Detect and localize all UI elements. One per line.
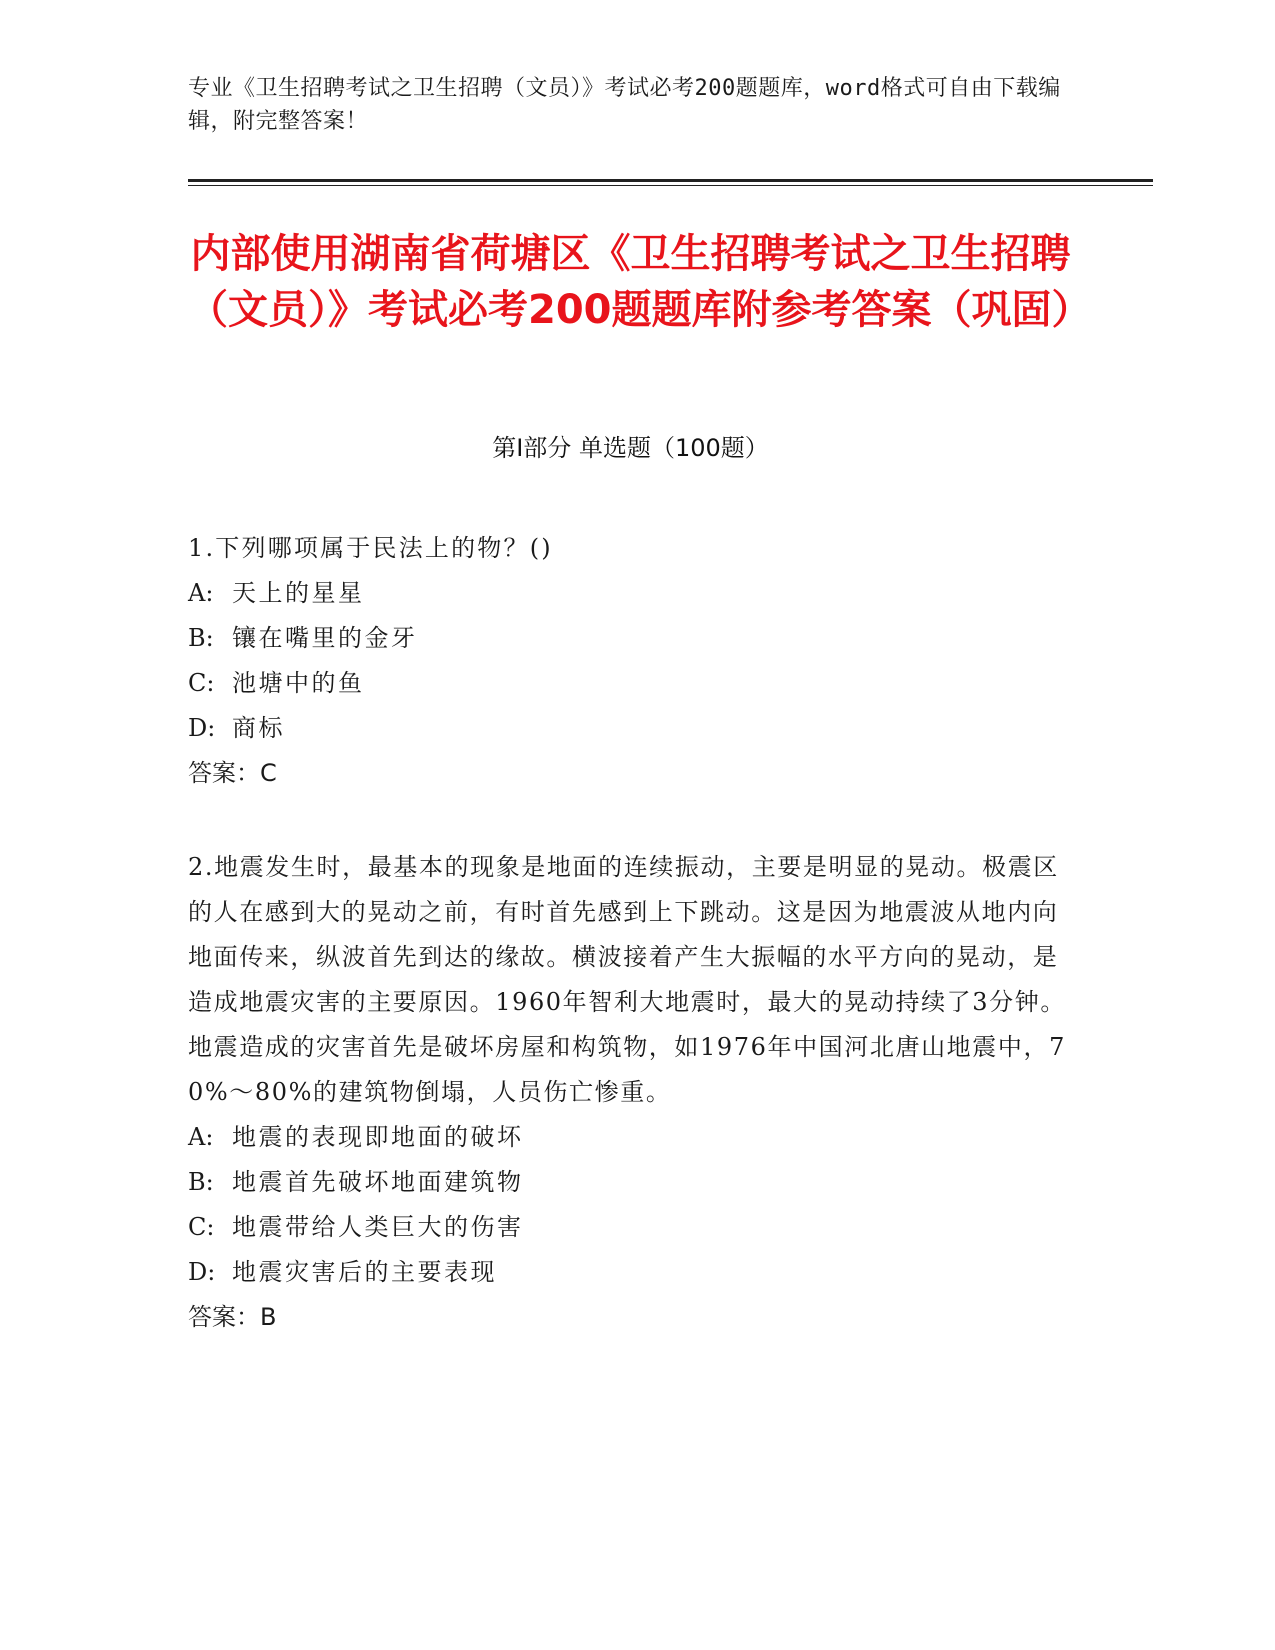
- question-text: 2.地震发生时，最基本的现象是地面的连续振动，主要是明显的晃动。极震区的人在感到大的晃动之前，有时首先感到上下跳动。这是因为地震波从地内向地面传来，纵波首先到达的缘故。横波接着产生大振幅的水平方向的晃动，是造成地震灾害的主要原因。1960年智利大地震时，最大的晃动持续了3分钟。地震造成的灾害首先是破坏房屋和构筑物，如1976年中国河北唐山地震中，70%～80%的建筑物倒塌，人员伤亡惨重。: [188, 853, 1066, 1106]
- section-heading: 第Ⅰ部分 单选题（100题）: [492, 434, 769, 462]
- option-d: [188, 1250, 1073, 1295]
- option-key: D:: [188, 714, 216, 742]
- option-b: [188, 1160, 1073, 1205]
- option-c: [188, 1205, 1073, 1250]
- option-key: B:: [188, 624, 214, 652]
- question-text: 1.下列哪项属于民法上的物？(): [188, 534, 553, 562]
- option-text: 天上的星星: [232, 579, 365, 607]
- option-key: C:: [188, 1213, 215, 1241]
- option-b: [188, 616, 1073, 661]
- option-text: 地震的表现即地面的破坏: [232, 1123, 524, 1151]
- header-rule-thick: [188, 179, 1153, 182]
- header-note: 专业《卫生招聘考试之卫生招聘（文员）》考试必考200题题库，word格式可自由下载编辑，附完整答案！: [188, 76, 1061, 134]
- document-title: 内部使用湖南省荷塘区《卫生招聘考试之卫生招聘（文员）》考试必考200题题库附参考答案（巩固）: [188, 231, 1092, 333]
- option-key: B:: [188, 1168, 214, 1196]
- question-1: [188, 526, 1073, 796]
- option-key: A:: [188, 579, 214, 607]
- answer: 答案：C: [188, 759, 277, 787]
- header-rule-thin: [188, 185, 1153, 186]
- option-key: C:: [188, 669, 215, 697]
- option-c: [188, 661, 1073, 706]
- option-a: [188, 571, 1073, 616]
- option-key: A:: [188, 1123, 214, 1151]
- option-text: 镶在嘴里的金牙: [232, 624, 418, 652]
- option-a: [188, 1115, 1073, 1160]
- option-text: 商标: [232, 714, 285, 742]
- option-d: [188, 706, 1073, 751]
- option-text: 地震首先破坏地面建筑物: [232, 1168, 524, 1196]
- answer: 答案：B: [188, 1303, 277, 1331]
- option-text: 地震灾害后的主要表现: [232, 1258, 497, 1286]
- option-text: 地震带给人类巨大的伤害: [232, 1213, 524, 1241]
- question-2: [188, 845, 1073, 1340]
- option-key: D:: [188, 1258, 216, 1286]
- option-text: 池塘中的鱼: [232, 669, 365, 697]
